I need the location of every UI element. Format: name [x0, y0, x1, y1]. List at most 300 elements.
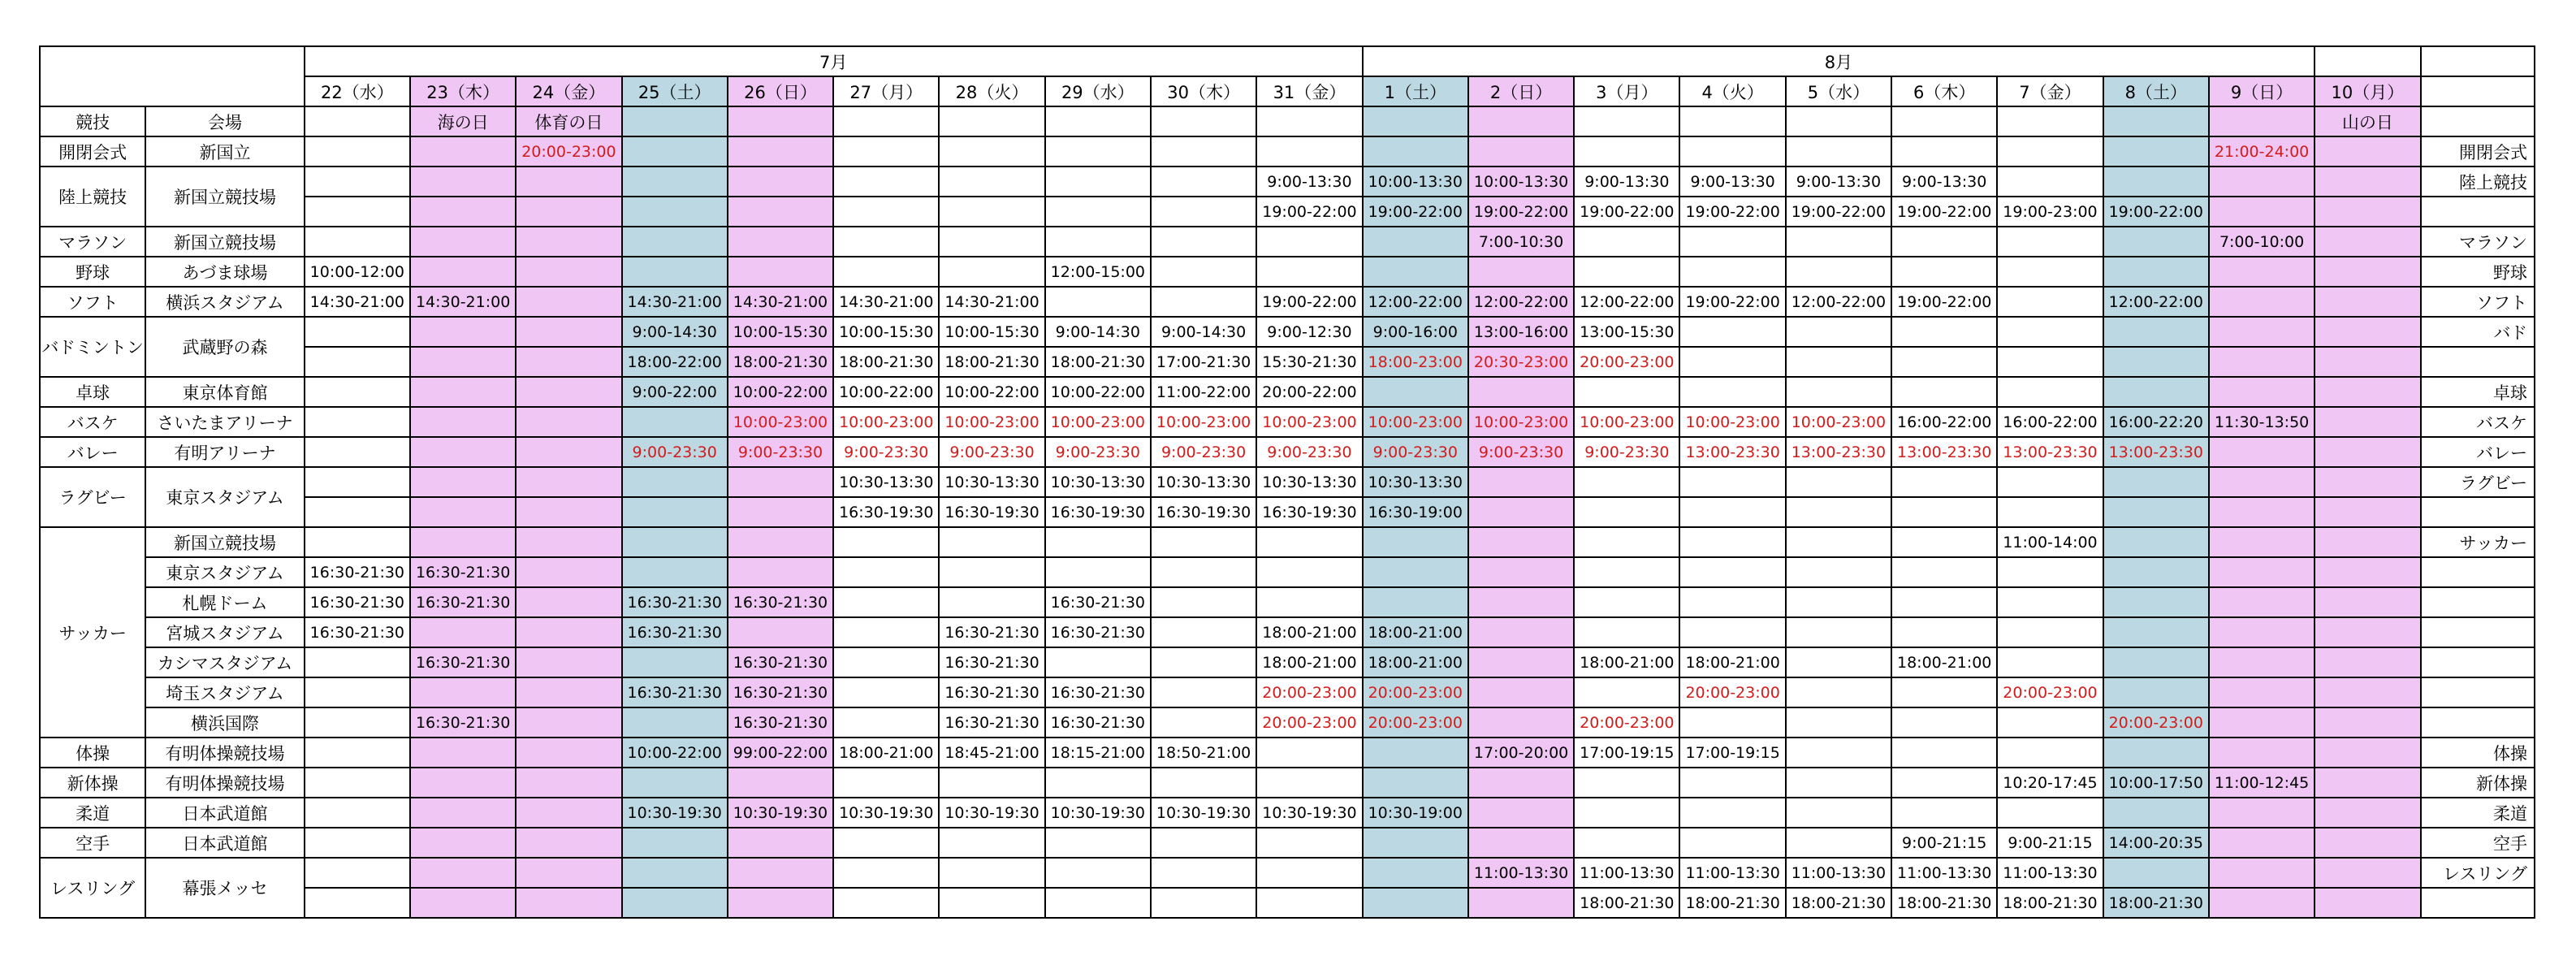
empty-cell: [2315, 407, 2420, 437]
session-time: 10:00-23:00: [1256, 407, 1362, 437]
empty-cell: [2103, 136, 2209, 167]
empty-cell: [1997, 647, 2103, 677]
empty-cell: [410, 227, 516, 257]
session-time: 16:00-22:20: [2103, 407, 2209, 437]
session-time: 9:00-23:30: [1256, 437, 1362, 467]
session-time: 19:00-22:00: [1256, 197, 1362, 227]
empty-cell: [410, 738, 516, 768]
empty-cell: [1891, 768, 1997, 798]
session-time: 16:30-21:30: [939, 677, 1044, 707]
empty-cell: [2315, 647, 2420, 677]
empty-cell: [1997, 347, 2103, 377]
empty-cell: [410, 798, 516, 828]
empty-cell: [1468, 467, 1574, 497]
venue-name: 新国立競技場: [145, 527, 304, 557]
session-time: 9:00-23:30: [1468, 437, 1574, 467]
day-header: 25（土）: [622, 76, 728, 106]
venue-name: 新国立競技場: [145, 167, 304, 227]
empty-cell: [2315, 527, 2420, 557]
empty-cell: [305, 858, 410, 888]
session-time: 18:00-21:00: [833, 738, 939, 768]
day-header: 4（火）: [1679, 76, 1785, 106]
empty-cell: [1151, 587, 1256, 617]
session-time: 16:30-21:30: [939, 707, 1044, 738]
empty-cell: [2315, 317, 2420, 347]
empty-cell: [1045, 106, 1151, 136]
empty-cell: [1679, 617, 1785, 647]
empty-cell: [2209, 587, 2315, 617]
venue-name: さいたまアリーナ: [145, 407, 304, 437]
empty-cell: [728, 527, 833, 557]
session-time: 12:00-22:00: [1786, 287, 1891, 317]
schedule-row: [40, 197, 2535, 227]
session-time: 16:30-19:30: [833, 497, 939, 527]
empty-cell: [939, 888, 1044, 918]
empty-cell: [305, 467, 410, 497]
session-time: 10:00-22:00: [833, 377, 939, 407]
schedule-row: [40, 257, 2535, 287]
session-time: 18:00-21:00: [1363, 647, 1468, 677]
session-time: 18:00-21:00: [1574, 647, 1679, 677]
day-header: 10（月）: [2315, 76, 2420, 106]
empty-cell: [305, 497, 410, 527]
empty-cell: [1256, 888, 1362, 918]
empty-cell: [2315, 227, 2420, 257]
empty-cell: [1679, 527, 1785, 557]
empty-cell: [2315, 437, 2420, 467]
session-time: 16:30-19:00: [1363, 497, 1468, 527]
schedule-row: [40, 677, 2535, 707]
empty-cell: [2209, 828, 2315, 858]
empty-cell: [728, 768, 833, 798]
empty-cell: [939, 587, 1044, 617]
session-time: 11:30-13:50: [2209, 407, 2315, 437]
session-time: 18:00-21:30: [728, 347, 833, 377]
sport-name-right: 空手: [2421, 828, 2535, 858]
empty-cell: [2315, 497, 2420, 527]
empty-cell: [1997, 707, 2103, 738]
empty-cell: [305, 227, 410, 257]
empty-cell: [2315, 197, 2420, 227]
empty-cell: [1363, 527, 1468, 557]
blank-cell: [2421, 888, 2535, 918]
session-time: 14:00-20:35: [2103, 828, 2209, 858]
session-time: 11:00-13:30: [1468, 858, 1574, 888]
sport-name: レスリング: [40, 858, 145, 918]
session-time: 16:30-19:30: [1151, 497, 1256, 527]
venue-name: 東京スタジアム: [145, 557, 304, 587]
empty-cell: [1679, 377, 1785, 407]
session-time: 10:30-19:30: [939, 798, 1044, 828]
holiday-note: 山の日: [2315, 106, 2420, 136]
empty-cell: [1574, 377, 1679, 407]
empty-cell: [833, 106, 939, 136]
empty-cell: [1679, 106, 1785, 136]
empty-cell: [410, 377, 516, 407]
empty-cell: [622, 557, 728, 587]
session-time: 19:00-23:00: [1997, 197, 2103, 227]
session-time: 16:30-21:30: [622, 587, 728, 617]
session-time: 9:00-23:30: [1363, 437, 1468, 467]
empty-cell: [1786, 106, 1891, 136]
session-time: 19:00-22:00: [1679, 197, 1785, 227]
blank-cell: [2421, 347, 2535, 377]
empty-cell: [305, 768, 410, 798]
session-time: 10:00-23:00: [1786, 407, 1891, 437]
empty-cell: [939, 197, 1044, 227]
empty-cell: [2209, 437, 2315, 467]
empty-cell: [410, 768, 516, 798]
empty-cell: [1363, 377, 1468, 407]
session-time: 13:00-23:30: [1997, 437, 2103, 467]
empty-cell: [305, 798, 410, 828]
session-time: 18:00-21:30: [1679, 888, 1785, 918]
empty-cell: [728, 136, 833, 167]
venue-name: 札幌ドーム: [145, 587, 304, 617]
empty-cell: [833, 617, 939, 647]
session-time: 16:30-21:30: [410, 647, 516, 677]
empty-cell: [622, 407, 728, 437]
empty-cell: [2209, 467, 2315, 497]
empty-cell: [1151, 828, 1256, 858]
session-time: 10:00-23:00: [1679, 407, 1785, 437]
empty-cell: [516, 407, 621, 437]
empty-cell: [516, 437, 621, 467]
empty-cell: [1045, 768, 1151, 798]
sport-name: マラソン: [40, 227, 145, 257]
empty-cell: [516, 707, 621, 738]
empty-cell: [622, 257, 728, 287]
sport-name-right: レスリング: [2421, 858, 2535, 888]
empty-cell: [1468, 527, 1574, 557]
schedule-row: [40, 167, 2535, 197]
empty-cell: [1891, 738, 1997, 768]
sport-name-right: 野球: [2421, 257, 2535, 287]
session-time: 19:00-22:00: [1679, 287, 1785, 317]
session-time: 20:00-23:00: [1997, 677, 2103, 707]
empty-cell: [305, 136, 410, 167]
empty-cell: [622, 828, 728, 858]
session-time: 16:30-21:30: [622, 677, 728, 707]
empty-cell: [1786, 136, 1891, 167]
empty-cell: [728, 467, 833, 497]
empty-cell: [1891, 377, 1997, 407]
empty-cell: [1786, 317, 1891, 347]
empty-cell: [622, 888, 728, 918]
session-time: 17:00-20:00: [1468, 738, 1574, 768]
session-time: 12:00-15:00: [1045, 257, 1151, 287]
session-time: 19:00-22:00: [2103, 197, 2209, 227]
empty-cell: [1256, 768, 1362, 798]
empty-cell: [516, 768, 621, 798]
session-time: 7:00-10:30: [1468, 227, 1574, 257]
sport-name: バレー: [40, 437, 145, 467]
empty-cell: [1468, 557, 1574, 587]
schedule-row: [40, 828, 2535, 858]
session-time: 12:00-22:00: [2103, 287, 2209, 317]
empty-cell: [622, 467, 728, 497]
schedule-row: [40, 527, 2535, 557]
empty-cell: [1786, 467, 1891, 497]
empty-cell: [305, 738, 410, 768]
holiday-note: 海の日: [410, 106, 516, 136]
empty-cell: [1363, 557, 1468, 587]
blank-cell: [2421, 587, 2535, 617]
sport-name: 柔道: [40, 798, 145, 828]
empty-cell: [2103, 738, 2209, 768]
day-header: 7（金）: [1997, 76, 2103, 106]
session-time: 18:00-21:30: [2103, 888, 2209, 918]
session-time: 18:00-21:00: [1256, 617, 1362, 647]
venue-name: 有明アリーナ: [145, 437, 304, 467]
sport-column-header: 競技: [40, 106, 145, 136]
empty-cell: [2103, 617, 2209, 647]
empty-cell: [1045, 647, 1151, 677]
session-time: 14:30-21:00: [728, 287, 833, 317]
empty-cell: [833, 257, 939, 287]
empty-cell: [410, 497, 516, 527]
empty-cell: [833, 768, 939, 798]
session-time: 10:00-15:30: [833, 317, 939, 347]
empty-cell: [1151, 227, 1256, 257]
empty-cell: [1151, 197, 1256, 227]
schedule-row: [40, 377, 2535, 407]
empty-cell: [1574, 587, 1679, 617]
session-time: 18:00-21:00: [1891, 647, 1997, 677]
empty-cell: [1679, 828, 1785, 858]
venue-name: 有明体操競技場: [145, 768, 304, 798]
month-august: 8月: [1363, 46, 2315, 76]
empty-cell: [1468, 106, 1574, 136]
blank-cell: [2421, 647, 2535, 677]
empty-cell: [516, 587, 621, 617]
empty-cell: [516, 557, 621, 587]
schedule-row: [40, 768, 2535, 798]
session-time: 18:00-21:30: [1786, 888, 1891, 918]
empty-cell: [2209, 497, 2315, 527]
session-time: 10:30-19:30: [1045, 798, 1151, 828]
empty-cell: [516, 227, 621, 257]
empty-cell: [1151, 707, 1256, 738]
empty-cell: [1045, 828, 1151, 858]
session-time: 9:00-14:30: [1151, 317, 1256, 347]
schedule-row: [40, 227, 2535, 257]
day-header: 9（日）: [2209, 76, 2315, 106]
blank-corner: [40, 46, 305, 106]
day-header: 2（日）: [1468, 76, 1574, 106]
empty-cell: [516, 527, 621, 557]
empty-cell: [2103, 257, 2209, 287]
venue-name: 東京体育館: [145, 377, 304, 407]
day-header-row: [40, 76, 2535, 106]
session-time: 15:30-21:30: [1256, 347, 1362, 377]
session-time: 11:00-22:00: [1151, 377, 1256, 407]
session-time: 9:00-14:30: [1045, 317, 1151, 347]
schedule-row: [40, 317, 2535, 347]
session-time: 19:00-22:00: [1891, 197, 1997, 227]
session-time: 10:00-13:30: [1468, 167, 1574, 197]
session-time: 18:00-22:00: [622, 347, 728, 377]
empty-cell: [1468, 647, 1574, 677]
empty-cell: [2103, 317, 2209, 347]
blank-cell: [2421, 677, 2535, 707]
empty-cell: [1045, 527, 1151, 557]
session-time: 18:15-21:00: [1045, 738, 1151, 768]
schedule-row: [40, 647, 2535, 677]
empty-cell: [1256, 136, 1362, 167]
session-time: 10:00-23:00: [1151, 407, 1256, 437]
empty-cell: [1363, 136, 1468, 167]
sport-name-right: 体操: [2421, 738, 2535, 768]
empty-cell: [1574, 467, 1679, 497]
empty-cell: [2209, 858, 2315, 888]
venue-name: 日本武道館: [145, 828, 304, 858]
empty-cell: [305, 527, 410, 557]
session-time: 10:30-13:30: [833, 467, 939, 497]
empty-cell: [1045, 227, 1151, 257]
session-time: 10:00-22:00: [622, 738, 728, 768]
day-header: 3（月）: [1574, 76, 1679, 106]
session-time: 16:30-21:30: [939, 647, 1044, 677]
empty-cell: [1468, 587, 1574, 617]
empty-cell: [2209, 167, 2315, 197]
empty-cell: [2103, 106, 2209, 136]
session-time: 9:00-13:30: [1786, 167, 1891, 197]
session-time: 9:00-22:00: [622, 377, 728, 407]
empty-cell: [1574, 136, 1679, 167]
empty-cell: [2209, 677, 2315, 707]
session-time: 20:00-23:00: [1256, 707, 1362, 738]
empty-cell: [2315, 136, 2420, 167]
empty-cell: [1151, 527, 1256, 557]
session-time: 10:00-22:00: [939, 377, 1044, 407]
empty-cell: [1574, 677, 1679, 707]
empty-cell: [1997, 136, 2103, 167]
sport-name: 卓球: [40, 377, 145, 407]
session-time: 16:30-21:30: [305, 617, 410, 647]
session-time: 13:00-23:30: [1679, 437, 1785, 467]
session-time: 16:00-22:00: [1997, 407, 2103, 437]
venue-name: 幕張メッセ: [145, 858, 304, 918]
venue-name: 埼玉スタジアム: [145, 677, 304, 707]
empty-cell: [410, 677, 516, 707]
empty-cell: [1786, 557, 1891, 587]
session-time: 20:00-23:00: [1574, 707, 1679, 738]
sport-name-right: サッカー: [2421, 527, 2535, 557]
empty-cell: [1997, 617, 2103, 647]
empty-cell: [516, 798, 621, 828]
session-time: 10:00-23:00: [939, 407, 1044, 437]
session-time: 10:30-13:30: [1256, 467, 1362, 497]
empty-cell: [833, 527, 939, 557]
empty-cell: [939, 768, 1044, 798]
empty-cell: [1045, 167, 1151, 197]
session-time: 14:30-21:00: [305, 287, 410, 317]
empty-cell: [1679, 347, 1785, 377]
session-time: 9:00-13:30: [1679, 167, 1785, 197]
empty-cell: [2315, 888, 2420, 918]
empty-cell: [2103, 527, 2209, 557]
empty-cell: [305, 828, 410, 858]
empty-cell: [1045, 197, 1151, 227]
empty-cell: [1468, 257, 1574, 287]
session-time: 9:00-13:30: [1891, 167, 1997, 197]
empty-cell: [939, 106, 1044, 136]
sport-name: 体操: [40, 738, 145, 768]
empty-cell: [410, 527, 516, 557]
session-time: 10:30-13:30: [1045, 467, 1151, 497]
venue-name: 新国立: [145, 136, 304, 167]
session-time: 10:30-13:30: [939, 467, 1044, 497]
empty-cell: [1151, 677, 1256, 707]
session-time: 16:00-22:00: [1891, 407, 1997, 437]
empty-cell: [1363, 828, 1468, 858]
empty-cell: [939, 257, 1044, 287]
session-time: 18:00-21:30: [1891, 888, 1997, 918]
empty-cell: [516, 287, 621, 317]
empty-cell: [1891, 527, 1997, 557]
empty-cell: [1891, 317, 1997, 347]
empty-cell: [1256, 257, 1362, 287]
session-time: 9:00-21:15: [1891, 828, 1997, 858]
day-header: 29（水）: [1045, 76, 1151, 106]
sport-name: サッカー: [40, 527, 145, 738]
empty-cell: [939, 136, 1044, 167]
session-time: 16:30-21:30: [410, 557, 516, 587]
empty-cell: [410, 347, 516, 377]
day-header: 8（土）: [2103, 76, 2209, 106]
venue-name: あづま球場: [145, 257, 304, 287]
empty-cell: [1786, 707, 1891, 738]
venue-column-header: 会場: [145, 106, 304, 136]
empty-cell: [1891, 707, 1997, 738]
venue-name: カシマスタジアム: [145, 647, 304, 677]
day-header: 22（水）: [305, 76, 410, 106]
schedule-row: [40, 467, 2535, 497]
empty-cell: [1997, 467, 2103, 497]
empty-cell: [1786, 377, 1891, 407]
empty-cell: [516, 347, 621, 377]
schedule-row: [40, 136, 2535, 167]
empty-cell: [1891, 497, 1997, 527]
empty-cell: [516, 647, 621, 677]
empty-cell: [1679, 257, 1785, 287]
empty-cell: [410, 617, 516, 647]
session-time: 10:30-19:30: [833, 798, 939, 828]
session-time: 10:30-19:30: [1256, 798, 1362, 828]
venue-name: 宮城スタジアム: [145, 617, 304, 647]
schedule-row: [40, 497, 2535, 527]
empty-cell: [2315, 858, 2420, 888]
empty-cell: [939, 167, 1044, 197]
olympic-schedule-table: [39, 45, 2535, 919]
session-time: 11:00-13:30: [1891, 858, 1997, 888]
empty-cell: [2315, 557, 2420, 587]
empty-cell: [1786, 768, 1891, 798]
empty-cell: [2209, 287, 2315, 317]
session-time: 9:00-23:30: [1151, 437, 1256, 467]
empty-cell: [1574, 106, 1679, 136]
day-header: 26（日）: [728, 76, 833, 106]
venue-name: 有明体操競技場: [145, 738, 304, 768]
empty-cell: [1363, 587, 1468, 617]
empty-cell: [2315, 828, 2420, 858]
session-time: 21:00-24:00: [2209, 136, 2315, 167]
empty-cell: [1256, 828, 1362, 858]
session-time: 19:00-22:00: [1468, 197, 1574, 227]
empty-cell: [1679, 136, 1785, 167]
empty-cell: [1574, 557, 1679, 587]
